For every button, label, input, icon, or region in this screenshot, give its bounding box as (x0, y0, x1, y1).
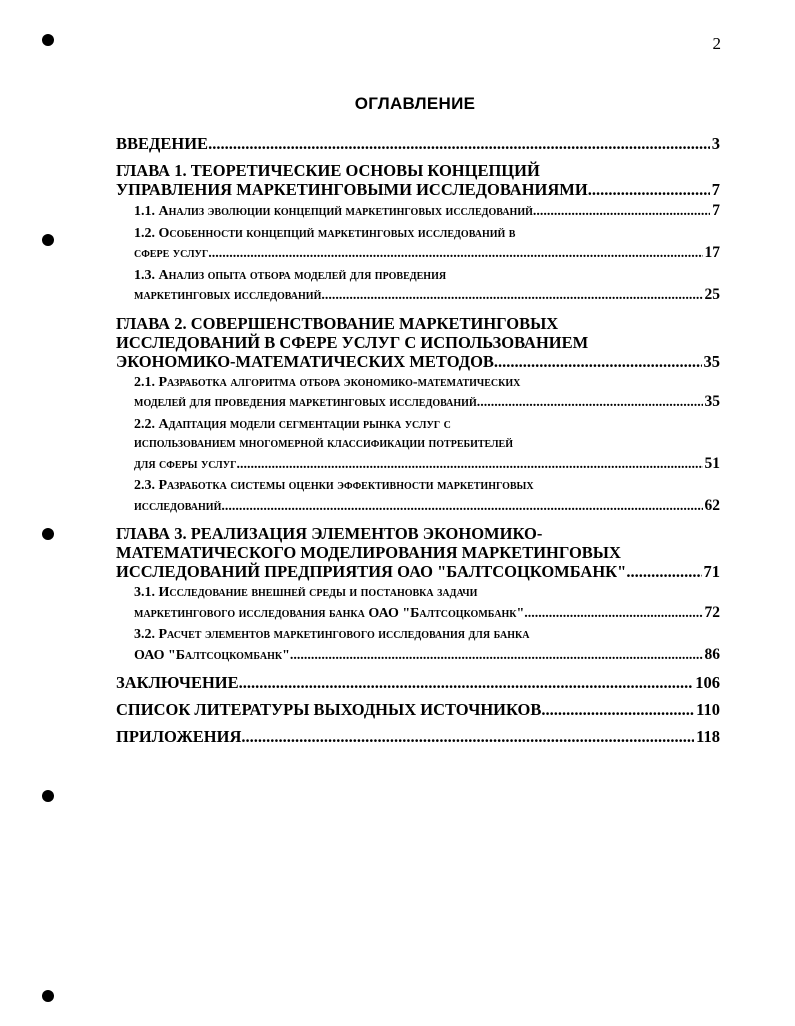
page-ref: 17 (704, 244, 720, 261)
toc-entry-conclusion[interactable]: ЗАКЛЮЧЕНИЕ ..... 106 (116, 673, 720, 692)
punch-hole-5 (42, 990, 54, 1002)
punch-hole-3 (42, 528, 54, 540)
page-ref: 7 (712, 202, 720, 219)
toc-entry-section-2-1[interactable]: 2.1. Разработка алгоритма отбора экономико-математических моделей для проведения маркетинговых исследований ..... 35 (116, 373, 720, 413)
toc-entry-chapter-1[interactable]: ГЛАВА 1. ТЕОРЕТИЧЕСКИЕ ОСНОВЫ КОНЦЕПЦИЙ УПРАВЛЕНИЯ МАРКЕТИНГОВЫМИ ИССЛЕДОВАНИЯМИ ..... 7 (116, 161, 720, 199)
toc-entry-section-1-3[interactable]: 1.3. Анализ опыта отбора моделей для проведения маркетинговых исследований ..... 25 (116, 266, 720, 306)
page-ref: 62 (704, 496, 720, 514)
toc-entry-introduction[interactable]: ВВЕДЕНИЕ ..... 3 (116, 134, 720, 153)
table-of-contents (116, 134, 720, 746)
toc-entry-appendices[interactable]: ПРИЛОЖЕНИЯ ..... 118 (116, 727, 720, 746)
punch-hole-1 (42, 34, 54, 46)
toc-entry-section-2-2[interactable]: 2.2. Адаптация модели сегментации рынка услуг с использованием многомерной классификации потребителей для сферы услуг ..... 51 (116, 415, 720, 475)
page-number: 2 (712, 34, 721, 53)
page-ref: 3 (711, 134, 720, 153)
page-ref: 118 (696, 727, 720, 746)
page-ref: 25 (704, 286, 720, 303)
toc-entry-section-3-2[interactable]: 3.2. Расчет элементов маркетингового исследования для банка ОАО "Балтсоцкомбанк" ..... 86 (116, 625, 720, 665)
toc-entry-references[interactable]: СПИСОК ЛИТЕРАТУРЫ ВЫХОДНЫХ ИСТОЧНИКОВ ..... 110 (116, 700, 720, 719)
page-ref: 110 (696, 700, 720, 719)
page-ref: 71 (703, 562, 720, 581)
toc-entry-section-3-1[interactable]: 3.1. Исследование внешней среды и постановка задачи маркетингового исследования банка ОАО "Балтсоцкомбанк" ..... 72 (116, 583, 720, 623)
page-ref: 7 (711, 180, 720, 199)
page-ref: 35 (704, 393, 720, 410)
page-ref: 72 (704, 603, 720, 621)
page-ref: 35 (703, 351, 720, 371)
toc-entry-section-1-2[interactable]: 1.2. Особенности концепций маркетинговых исследований в сфере услуг ..... 17 (116, 224, 720, 264)
toc-title: ОГЛАВЛЕНИЕ (354, 94, 476, 113)
toc-entry-section-2-3[interactable]: 2.3. Разработка системы оценки эффективности маркетинговых исследований ..... 62 (116, 476, 720, 516)
punch-hole-4 (42, 790, 54, 802)
toc-entry-chapter-2[interactable]: ГЛАВА 2. СОВЕРШЕНСТВОВАНИЕ МАРКЕТИНГОВЫХ ИССЛЕДОВАНИЙ В СФЕРЕ УСЛУГ С ИСПОЛЬЗОВАНИЕМ ЭКОНОМИКО-МАТЕМАТИЧЕСКИХ МЕТОДОВ ..... 35 (116, 314, 720, 371)
toc-entry-section-1-1[interactable]: 1.1. Анализ эволюции концепций маркетинговых исследований ..... 7 (116, 201, 720, 222)
page-ref: 86 (704, 645, 720, 663)
page-ref: 106 (695, 673, 720, 692)
toc-entry-chapter-3[interactable]: ГЛАВА 3. РЕАЛИЗАЦИЯ ЭЛЕМЕНТОВ ЭКОНОМИКО- МАТЕМАТИЧЕСКОГО МОДЕЛИРОВАНИЯ МАРКЕТИНГОВЫХ ИССЛЕДОВАНИЙ ПРЕДПРИЯТИЯ ОАО "БАЛТСОЦКОМБАНК" ..... 71 (116, 524, 720, 581)
page-ref: 51 (704, 454, 720, 472)
punch-hole-2 (42, 234, 54, 246)
